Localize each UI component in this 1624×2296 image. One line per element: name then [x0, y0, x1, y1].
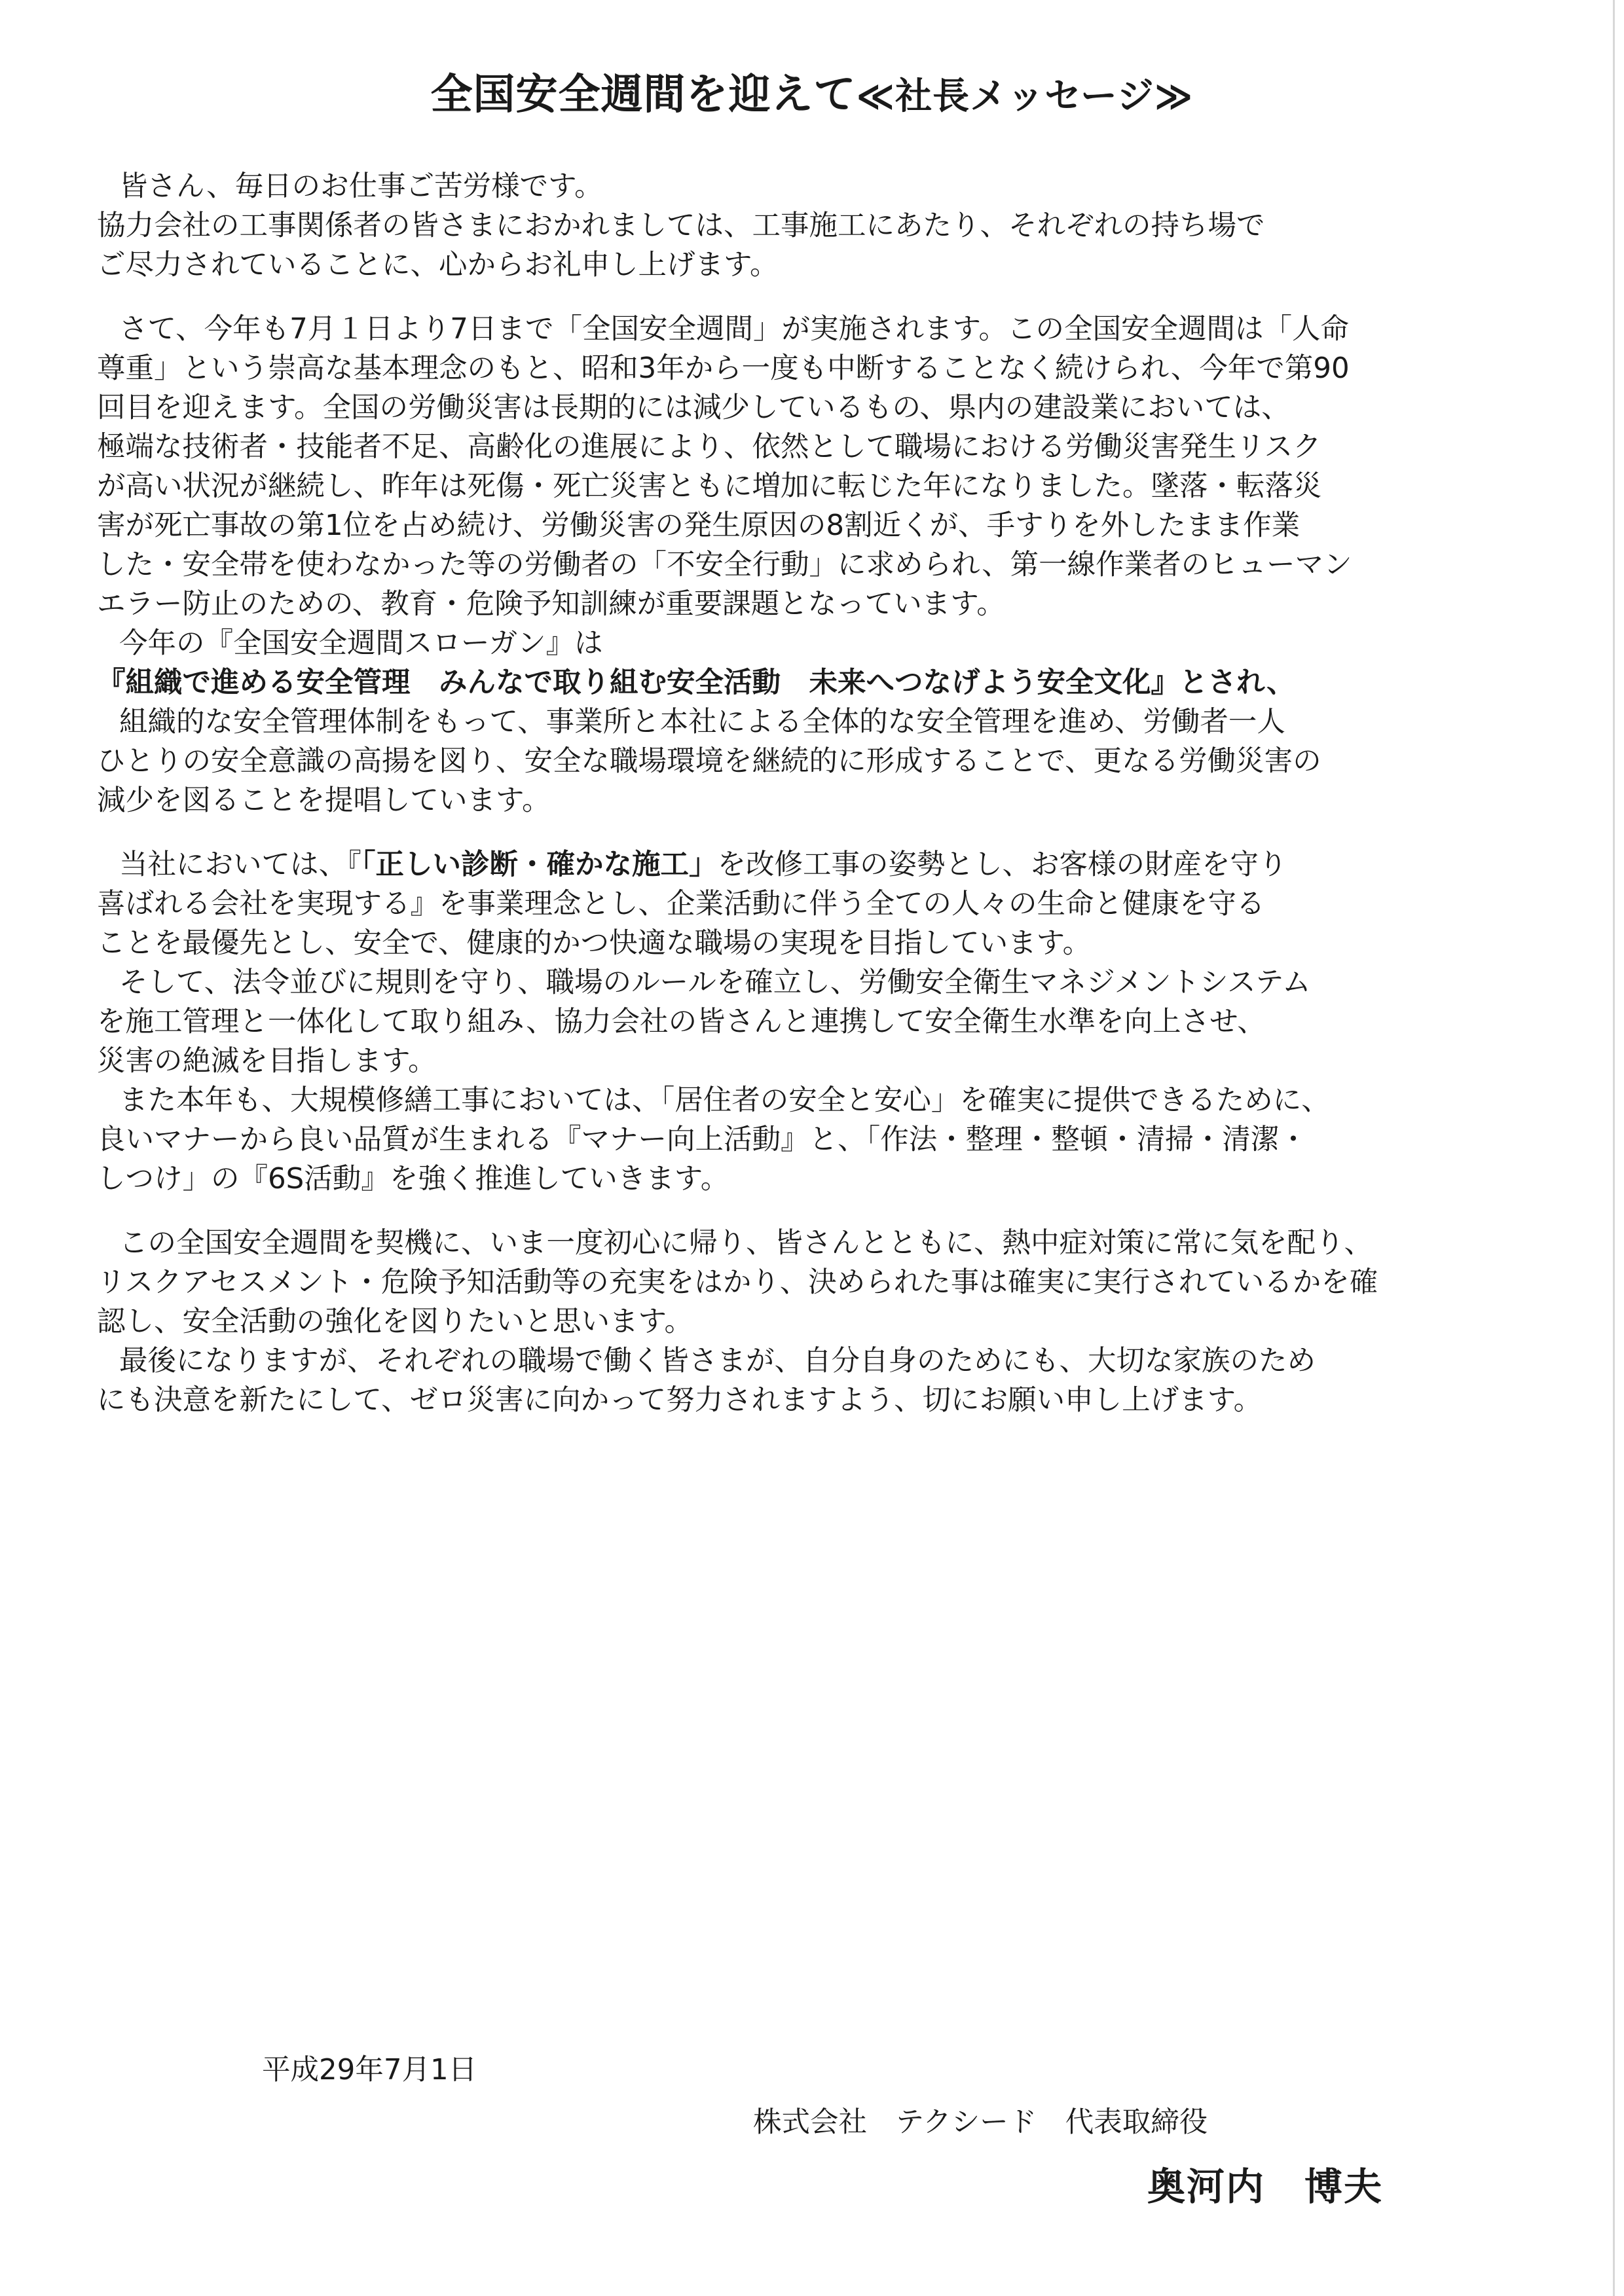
title-main: 全国安全週間を迎えて: [430, 71, 857, 119]
p4-line-2: 喜ばれる会社を実現する』を事業理念とし、企業活動に伴う全ての人々の生命と健康を守る: [97, 888, 1265, 920]
scan-edge: [1613, 0, 1615, 2296]
p5-line-3: 認し、安全活動の強化を図りたいと思います。: [97, 1305, 693, 1338]
p2-line-7: した・安全帯を使わなかった等の労働者の「不安全行動」に求められ、第一線作業者のヒューマン: [97, 549, 1352, 581]
p4-line-1: [97, 845, 1551, 884]
p4-line-6: 災害の絶滅を目指します。: [97, 1045, 437, 1078]
p5-line-5: にも決意を新たにして、ゼロ災害に向かって努力されますよう、切にお願い申し上げます。: [97, 1384, 1263, 1417]
p2-line-6: 害が死亡事故の第1位を占め続け、労働災害の発生原因の8割近くが、手すりを外したまま作業: [97, 509, 1301, 542]
p2-line-4: 極端な技術者・技能者不足、高齢化の進展により、依然として職場における労働災害発生リスク: [97, 431, 1321, 464]
p1-line-3: ご尽力されていることに、心からお礼申し上げます。: [97, 249, 779, 282]
p4-bold-motto: 「正しい診断・確かな施工」: [361, 848, 718, 881]
p4-prefix: 当社においては、『: [119, 848, 361, 881]
p2-line-3: 回目を迎えます。全国の労働災害は長期的には減少しているもの、県内の建設業においては、: [97, 392, 1290, 424]
p1-line-1: 皆さん、毎日のお仕事ご苦労様です。: [119, 170, 603, 203]
p1-line-2: 協力会社の工事関係者の皆さまにおかれましては、工事施工にあたり、それぞれの持ち場で: [97, 210, 1265, 242]
p3-line-1: 組織的な安全管理体制をもって、事業所と本社による全体的な安全管理を進め、労働者一人: [119, 706, 1285, 738]
p4-line-4: そして、法令並びに規則を守り、職場のルールを確立し、労働安全衛生マネジメントシステム: [119, 966, 1311, 999]
title-sub: ≪社長メッセージ≫: [856, 75, 1194, 118]
p3-line-3: 減少を図ることを提唱しています。: [97, 784, 551, 817]
p5-line-1: この全国安全週間を契機に、いま一度初心に帰り、皆さんとともに、熱中症対策に常に気を配り、: [119, 1227, 1373, 1260]
p4-line-8: 良いマナーから良い品質が生まれる『マナー向上活動』と、「作法・整理・整頓・清掃・清潔・: [97, 1123, 1308, 1156]
president-name: 奥河内 博夫: [1147, 2164, 1384, 2209]
message-date: 平成29年7月1日: [262, 2054, 477, 2086]
p5-line-4: 最後になりますが、それぞれの職場で働く皆さまが、自分自身のためにも、大切な家族のため: [119, 1345, 1316, 1377]
document-title: [0, 65, 1624, 126]
p2-line-8: エラー防止のための、教育・危険予知訓練が重要課題となっています。: [97, 588, 1005, 621]
p5-line-2: リスクアセスメント・危険予知活動等の充実をはかり、決められた事は確実に実行されているかを確: [97, 1266, 1378, 1299]
p4-line-9: しつけ」の『6S活動』を強く推進していきます。: [97, 1163, 729, 1195]
p2-line-9: 今年の『全国安全週間スローガン』は: [119, 627, 603, 660]
p2-line-5: が高い状況が継続し、昨年は死傷・死亡災害ともに増加に転じた年になりました。墜落・転落災: [97, 470, 1322, 503]
p2-line-2: 尊重」という崇高な基本理念のもと、昭和3年から一度も中断することなく続けられ、今年で第90: [97, 352, 1350, 385]
p4-suffix: を改修工事の姿勢とし、お客様の財産を守り: [717, 848, 1287, 881]
p3-line-2: ひとりの安全意識の高揚を図り、安全な職場環境を継続的に形成することで、更なる労働災害の: [97, 745, 1321, 778]
p2-line-1: さて、今年も7月１日より7日まで「全国安全週間」が実施されます。この全国安全週間は「人命: [119, 313, 1350, 346]
p4-line-3: ことを最優先とし、安全で、健康的かつ快適な職場の実現を目指しています。: [97, 927, 1092, 960]
p4-line-7: また本年も、大規模修繕工事においては、「居住者の安全と安心」を確実に提供できるために、: [119, 1084, 1330, 1117]
p4-line-5: を施工管理と一体化して取り組み、協力会社の皆さんと連携して安全衛生水準を向上させ、: [97, 1006, 1266, 1038]
message-body: [97, 167, 1551, 1420]
company-signature: 株式会社 テクシード 代表取締役: [753, 2106, 1208, 2139]
slogan-line: 『組織で進める安全管理 みんなで取り組む安全活動 未来へつなげよう安全文化』とされ、: [97, 666, 1295, 699]
